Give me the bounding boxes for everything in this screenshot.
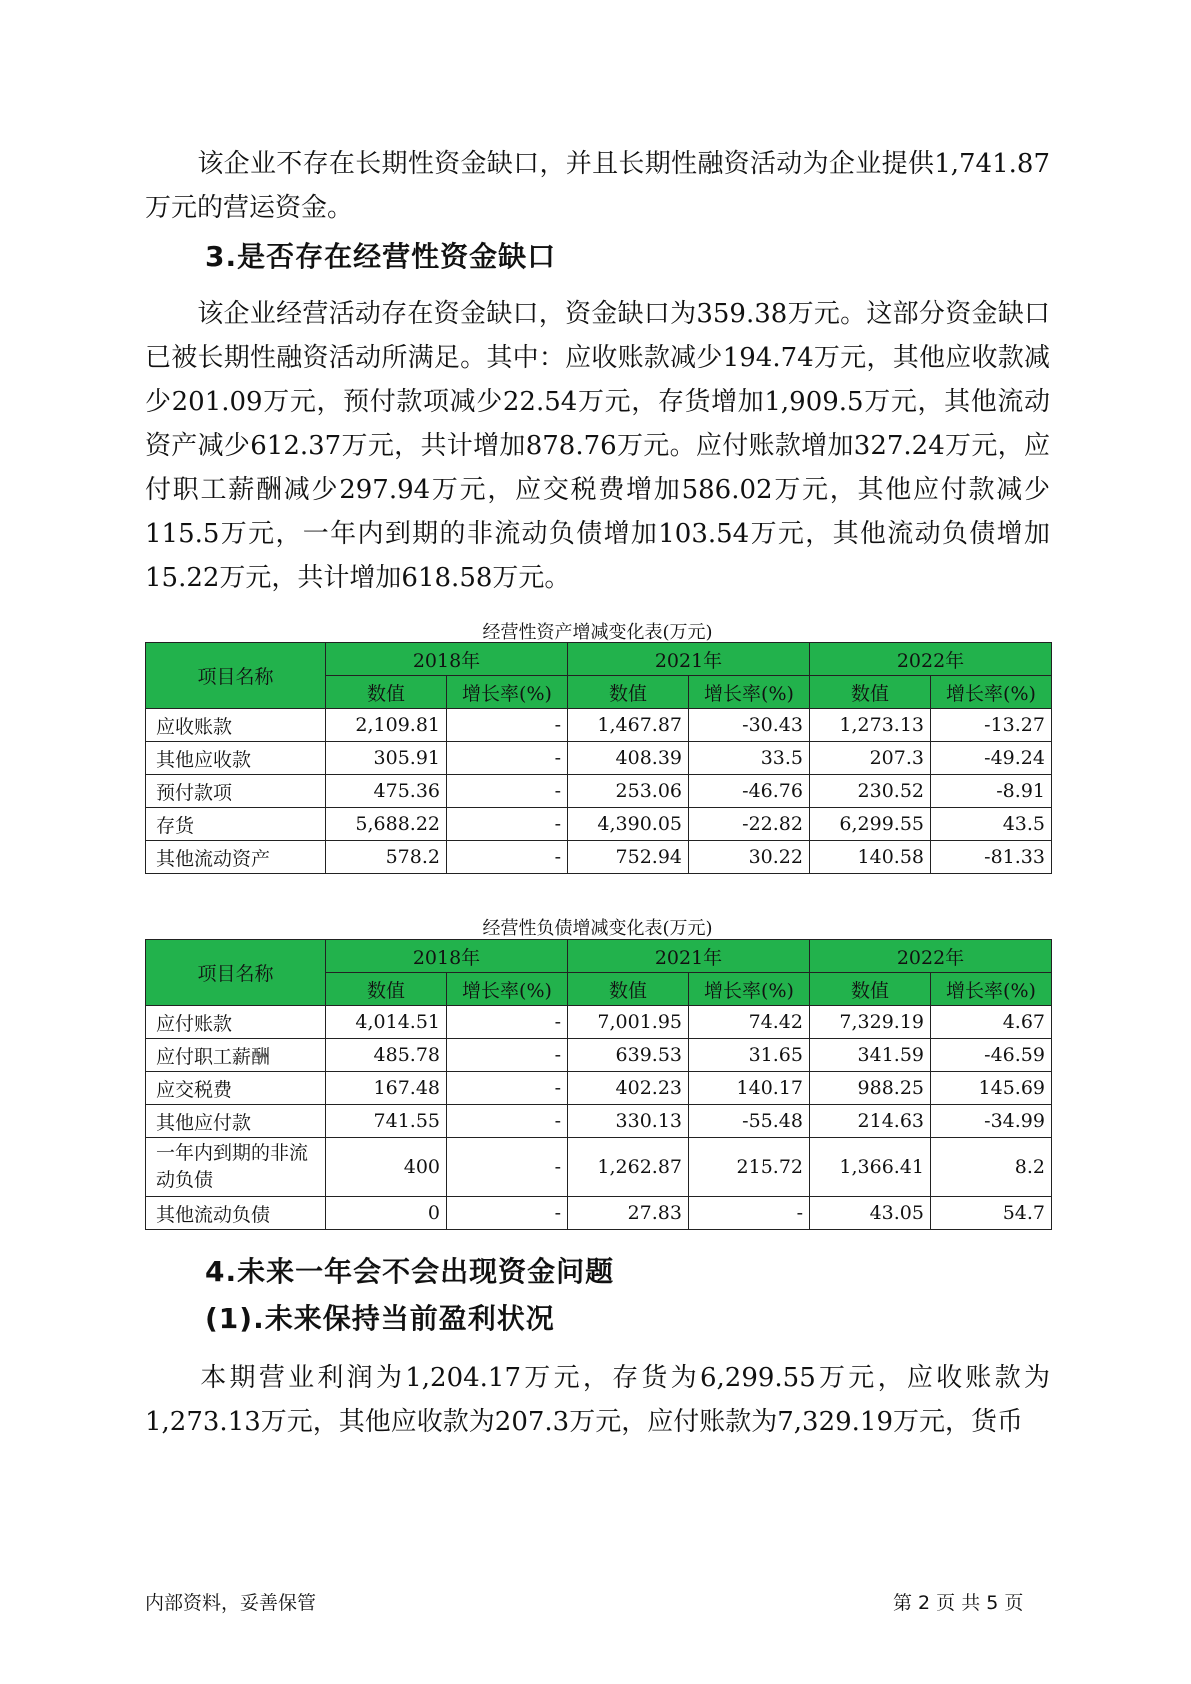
row-item-name: 其他应付款 [146,1105,326,1138]
column-header-year: 2021年 [568,940,810,973]
row-item-name: 应收账款 [146,709,326,742]
cell-value: 167.48 [326,1072,447,1105]
cell-value: 305.91 [326,742,447,775]
cell-growth-rate: - [447,1072,568,1105]
cell-growth-rate: - [447,1138,568,1197]
table-row [146,1039,1052,1072]
cell-value: 4,014.51 [326,1006,447,1039]
cell-value: 402.23 [568,1072,689,1105]
row-item-name: 应付职工薪酬 [146,1039,326,1072]
row-item-name: 存货 [146,808,326,841]
cell-growth-rate: -46.76 [689,775,810,808]
cell-growth-rate: 74.42 [689,1006,810,1039]
cell-value: 4,390.05 [568,808,689,841]
section-heading-3: 3.是否存在经营性资金缺口 [205,240,557,273]
cell-value: 2,109.81 [326,709,447,742]
cell-growth-rate: -8.91 [931,775,1052,808]
column-header-year: 2022年 [810,643,1052,676]
column-header-value: 数值 [326,973,447,1006]
cell-value: 1,262.87 [568,1138,689,1197]
cell-value: 485.78 [326,1039,447,1072]
cell-value: 741.55 [326,1105,447,1138]
cell-growth-rate: - [689,1197,810,1230]
asset-change-table [145,642,1052,874]
cell-value: 1,366.41 [810,1138,931,1197]
cell-growth-rate: 4.67 [931,1006,1052,1039]
subsection-heading-4-1: (1).未来保持当前盈利状况 [205,1302,555,1335]
row-item-name: 其他流动资产 [146,841,326,874]
cell-growth-rate: - [447,775,568,808]
column-header-growth: 增长率(%) [447,973,568,1006]
cell-growth-rate: 54.7 [931,1197,1052,1230]
footer-page-number: 第 2 页 共 5 页 [893,1592,1024,1614]
cell-value: 639.53 [568,1039,689,1072]
cell-growth-rate: - [447,1006,568,1039]
paragraph-long-term-gap: 该企业不存在长期性资金缺口，并且长期性融资活动为企业提供1,741.87万元的营运资金。 [145,149,1050,223]
table-row [146,1197,1052,1230]
cell-growth-rate: -34.99 [931,1105,1052,1138]
cell-value: 43.05 [810,1197,931,1230]
cell-growth-rate: - [447,841,568,874]
cell-value: 5,688.22 [326,808,447,841]
cell-value: 988.25 [810,1072,931,1105]
cell-growth-rate: - [447,709,568,742]
cell-growth-rate: -30.43 [689,709,810,742]
cell-growth-rate: - [447,1105,568,1138]
column-header-year: 2018年 [326,643,568,676]
cell-value: 1,467.87 [568,709,689,742]
cell-value: 207.3 [810,742,931,775]
column-header-value: 数值 [568,973,689,1006]
cell-value: 230.52 [810,775,931,808]
cell-value: 27.83 [568,1197,689,1230]
cell-growth-rate: - [447,808,568,841]
cell-growth-rate: 33.5 [689,742,810,775]
cell-value: 0 [326,1197,447,1230]
cell-growth-rate: 31.65 [689,1039,810,1072]
row-item-name: 其他流动负债 [146,1197,326,1230]
cell-growth-rate: 30.22 [689,841,810,874]
cell-value: 140.58 [810,841,931,874]
table-row [146,1006,1052,1039]
cell-growth-rate: - [447,742,568,775]
column-header-growth: 增长率(%) [689,676,810,709]
row-item-name: 应付账款 [146,1006,326,1039]
cell-value: 400 [326,1138,447,1197]
column-header-year: 2021年 [568,643,810,676]
row-item-name: 其他应收款 [146,742,326,775]
cell-value: 214.63 [810,1105,931,1138]
column-header-growth: 增长率(%) [447,676,568,709]
cell-value: 7,329.19 [810,1006,931,1039]
column-header-growth: 增长率(%) [689,973,810,1006]
table-row [146,775,1052,808]
cell-value: 578.2 [326,841,447,874]
cell-value: 253.06 [568,775,689,808]
cell-value: 475.36 [326,775,447,808]
cell-growth-rate: 215.72 [689,1138,810,1197]
row-item-name: 一年内到期的非流动负债 [146,1138,326,1197]
table-row [146,1072,1052,1105]
row-item-name: 应交税费 [146,1072,326,1105]
cell-growth-rate: -81.33 [931,841,1052,874]
cell-growth-rate: 140.17 [689,1072,810,1105]
cell-value: 1,273.13 [810,709,931,742]
cell-growth-rate: 8.2 [931,1138,1052,1197]
cell-growth-rate: -13.27 [931,709,1052,742]
column-header-value: 数值 [568,676,689,709]
cell-growth-rate: -22.82 [689,808,810,841]
cell-growth-rate: 145.69 [931,1072,1052,1105]
cell-value: 6,299.55 [810,808,931,841]
table-row [146,808,1052,841]
cell-value: 330.13 [568,1105,689,1138]
cell-value: 752.94 [568,841,689,874]
footer-confidential-note: 内部资料，妥善保管 [145,1592,317,1614]
column-header-year: 2018年 [326,940,568,973]
table-row [146,742,1052,775]
row-item-name: 预付款项 [146,775,326,808]
cell-value: 341.59 [810,1039,931,1072]
column-header-value: 数值 [810,676,931,709]
liability-change-table [145,939,1052,1230]
paragraph-current-profit: 本期营业利润为1,204.17万元，存货为6,299.55万元，应收账款为1,273.13万元，其他应收款为207.3万元，应付账款为7,329.19万元，货币 [145,1363,1050,1437]
column-header-year: 2022年 [810,940,1052,973]
column-header-name: 项目名称 [146,940,326,1006]
column-header-growth: 增长率(%) [931,973,1052,1006]
table-row [146,709,1052,742]
asset-table-caption: 经营性资产增减变化表(万元) [482,622,713,643]
column-header-value: 数值 [810,973,931,1006]
cell-growth-rate: 43.5 [931,808,1052,841]
table-row [146,1105,1052,1138]
cell-value: 7,001.95 [568,1006,689,1039]
column-header-growth: 增长率(%) [931,676,1052,709]
cell-value: 408.39 [568,742,689,775]
cell-growth-rate: -55.48 [689,1105,810,1138]
paragraph-operating-gap: 该企业经营活动存在资金缺口，资金缺口为359.38万元。这部分资金缺口已被长期性融资活动所满足。其中：应收账款减少194.74万元，其他应收款减少201.09万元，预付款项减少22.54万元，存货增加1,909.5万元，其他流动资产减少612.37万元，共计增加878.76万元。应付账款增加327.24万元，应付职工薪酬减少297.94万元，应交税费增加586.02万元，其他应付款减少115.5万元，一年内到期的非流动负债增加103.54万元，其他流动负债增加15.22万元，共计增加618.58万元。 [145,299,1050,593]
column-header-value: 数值 [326,676,447,709]
cell-growth-rate: -46.59 [931,1039,1052,1072]
cell-growth-rate: -49.24 [931,742,1052,775]
cell-growth-rate: - [447,1039,568,1072]
table-row [146,1138,1052,1197]
table-row [146,841,1052,874]
liability-table-caption: 经营性负债增减变化表(万元) [482,918,713,939]
column-header-name: 项目名称 [146,643,326,709]
cell-growth-rate: - [447,1197,568,1230]
section-heading-4: 4.未来一年会不会出现资金问题 [205,1255,615,1288]
